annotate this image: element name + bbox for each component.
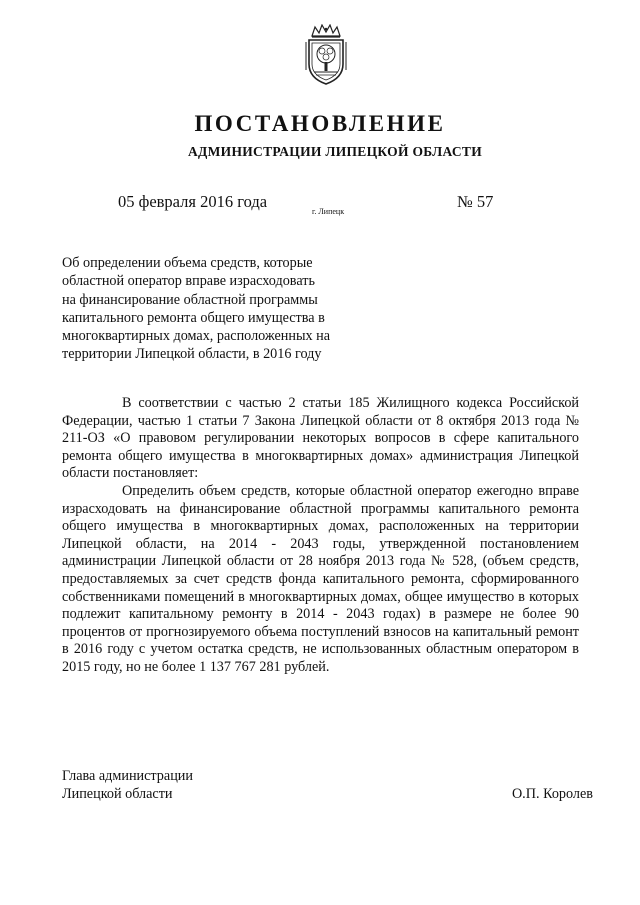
subject-line: капитального ремонта общего имущества в <box>62 309 325 326</box>
document-body <box>62 395 579 677</box>
subject-line: территории Липецкой области, в 2016 году <box>62 346 322 363</box>
issuing-authority: АДМИНИСТРАЦИИ ЛИПЕЦКОЙ ОБЛАСТИ <box>187 144 483 159</box>
subject-line: областной оператор вправе израсходовать <box>62 273 315 290</box>
subject-line: на финансирование областной программы <box>62 291 318 308</box>
document-title: ПОСТАНОВЛЕНИЕ <box>194 111 446 136</box>
subject-line: Об определении объема средств, которые <box>62 255 313 271</box>
signature-block <box>62 767 593 803</box>
signatory-position: Глава администрации <box>62 768 193 784</box>
lipetsk-oblast-coat-of-arms-icon <box>303 24 349 86</box>
document-place: г. Липецк <box>312 207 345 216</box>
document-number: № 57 <box>457 192 494 211</box>
document-subject <box>62 254 362 364</box>
body-paragraph: В соответствии с частью 2 статьи 185 Жилищного кодекса Российской Федерации, частью 1 статьи 7 Закона Липецкой области от 8 октября 2013 года № 211-ОЗ «О правовом регулировании некоторых вопросов в сфере капитального ремонта общего имущества в многоквартирных домах» администрация Липецкой области постановляет: <box>62 395 579 482</box>
document-date: 05 февраля 2016 года <box>118 192 268 211</box>
signatory-name: О.П. Королев <box>511 786 593 802</box>
signatory-position: Липецкой области <box>62 786 173 802</box>
subject-line: многоквартирных домах, расположенных на <box>62 328 331 345</box>
body-paragraph: Определить объем средств, которые областной оператор ежегодно вправе израсходовать на финансирование областной программы капитального ремонта общего имущества в многоквартирных домах, расположенных на территории Липецкой области, на 2014 - 2043 годы, утвержденной постановлением администрации Липецкой области от 28 ноября 2013 года № 528, (объем средств, предоставляемых за счет средств фонда капитального ремонта, сформированного собственниками помещений в многоквартирных домах, общее имущество в которых подлежит капитальному ремонту в 2014 - 2043 годах) в размере не более 90 процентов от прогнозируемого объема поступлений взносов на капитальный ремонт в 2016 году с учетом остатка средств, не использованных областным оператором в 2015 году, но не более 1 137 767 281 рублей. <box>62 482 579 675</box>
